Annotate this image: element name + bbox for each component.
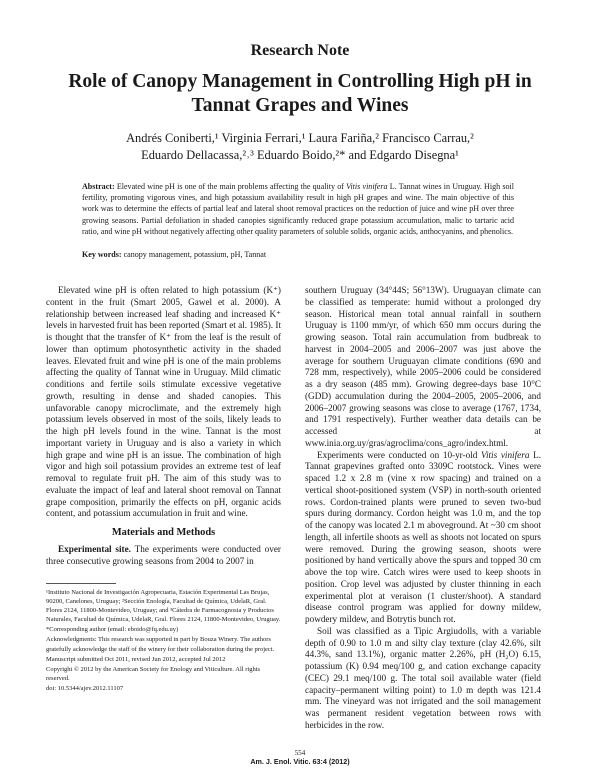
vineyard-species: Vitis vinifera bbox=[481, 449, 530, 460]
page-number: 554 bbox=[294, 749, 306, 757]
abstract-label: Abstract: bbox=[82, 182, 115, 191]
section-heading-methods: Materials and Methods bbox=[111, 527, 216, 538]
vineyard-paragraph bbox=[305, 450, 541, 626]
footnote-divider bbox=[46, 583, 116, 584]
soil-paragraph: Soil was classified as a Tipic Argiudolls, with a variable depth of 0.90 to 1.0 m and silty clay texture (clay 42.6%, silt 44.3%, sand 13.1%), organic matter 2.26%, pH (H₂O) 6.15, potassium (K) 0.94 meq/100 g, and cation exchange capacity (CEC) 29.1 meq/100 g. The total soil available water (field capacity–permanent wilting point) to 1.0 m depth was 121.4 mm. The vineyard was not irrigated and the soil management was permanent resident vegetation between rows with herbicides in the row. bbox=[305, 625, 541, 730]
vineyard-text-b: L. Tannat grapevines grafted onto 3309C rootstock. Vines were spaced 1.2 x 2.8 m (vine x row spacing) and trained on a vertical shoot-positioned system (VSP) in north-south oriented rows. Cordon-trained plants were pruned to seven two-bud spurs during dormancy. Cordon height was 1.0 m, and the top of the canopy was located 2.1 m aboveground. At ~30 cm shoot length, all infertile shoots as well as shoots not located on spurs were removed. During the growing season, shoots were positioned by hand vertically above the spurs and topped 30 cm above the top wire. Catch wires were used to keep shoots in position. Crop level was adjusted by cluster thinning in each experimental plot at veraison (1 cluster/shoot). A standard disease control program was applied for downy mildew, powdery mildew, and Botrytis bunch rot. bbox=[305, 449, 541, 624]
right-column bbox=[305, 285, 541, 732]
left-column bbox=[46, 285, 281, 577]
journal-citation: Am. J. Enol. Vitic. 63:4 (2012) bbox=[250, 757, 350, 766]
keywords-label: Key words: bbox=[82, 250, 122, 259]
keywords bbox=[82, 249, 514, 260]
experimental-site-paragraph bbox=[46, 544, 281, 568]
footnote-acknowledgments: Acknowledgments: This research was supported in part by Bouza Winery. The authors gratefully acknowledge the staff of the winery for their collaboration during the project. bbox=[46, 636, 275, 653]
footnote-copyright: Copyright © 2012 by the American Society for Enology and Viticulture. All rights reserved. bbox=[46, 665, 261, 682]
experimental-site-label: Experimental site. bbox=[58, 543, 131, 554]
experimental-site-text: The experiments were conducted over three consecutive growing seasons from 2004 to 2007 in bbox=[46, 543, 281, 566]
author-list bbox=[60, 130, 540, 164]
author-line-1: Andrés Coniberti,¹ Virginia Ferrari,¹ Laura Fariña,² Francisco Carrau,² bbox=[126, 131, 474, 145]
intro-paragraph: Elevated wine pH is often related to high potassium (K⁺) content in the fruit (Smart 2005, Gawel et al. 2000). A relationship between increased leaf shading and increased K⁺ levels in harvested fruit has been reported (Smart et al. 1985). It is thought that the transfer of K⁺ from the leaf is the result of lower than optimum photosynthetic activity in the shaded leaves. Elevated fruit and wine pH is one of the main problems affecting the quality of Tannat wine in Uruguay. Mild climatic conditions and fertile soils stimulate excessive vegetative growth, resulting in dense and shaded canopies. This unfavorable canopy microclimate, and the extremely high potassium levels observed in most of the soils, likely leads to the high pH levels found in the wine. Tannat is the most important variety in Uruguay and is also a variety in which high grape and wine pH is an issue. The combination of high vigor and high soil potassium provides an extreme test of leaf removal to regulate fruit pH. The aim of this study was to evaluate the impact of leaf and lateral shoot removal on Tannat grape composition, primarily the effects on pH, organic acids content, and potassium accumulation in fruit and wine. bbox=[46, 285, 281, 519]
footnotes bbox=[46, 588, 281, 694]
article-title: Role of Canopy Management in Controlling High pH in Tannat Grapes and Wines bbox=[68, 71, 532, 116]
abstract-species: Vitis vinifera bbox=[346, 182, 388, 191]
footnote-corresponding: *Corresponding author (email: eboido@fq.edu.uy) bbox=[46, 626, 179, 634]
abstract-text-b: L. Tannat wines in Uruguay. High soil fertility, promoting vigorous vines, and high potassium availability result in high pH grapes and wine. The main objective of this work was to determine the effects of partial leaf and lateral shoot removal practices on the reduction of juice and wine pH over three growing seasons. Partial defoliation in shaded canopies significantly reduced grape potassium accumulation, malic to tartaric acid ratio, and wine pH without negatively affecting other quality parameters of soluble solids, organic acids, anthocyanins, and phenolics. bbox=[82, 182, 514, 236]
author-line-2: Eduardo Dellacassa,²˒³ Eduardo Boido,²* and Edgardo Disegna¹ bbox=[141, 148, 459, 162]
keywords-text: canopy management, potassium, pH, Tannat bbox=[121, 250, 267, 259]
abstract bbox=[82, 181, 514, 237]
footnote-manuscript: Manuscript submitted Oct 2011, revised Jun 2012, accepted Jul 2012 bbox=[46, 655, 226, 663]
climate-paragraph: southern Uruguay (34°44S; 56°13W). Uruguayan climate can be classified as temperate: humid without a prolonged dry season. Historical mean total annual rainfall in southern Uruguay is 1100 mm/yr, of which 650 mm occurs during the growing season. Total rain accumulation from budbreak to harvest in 2004–2005 and 2006–2007 was just above the average for southern Uruguayan climate conditions (690 and 728 mm, respectively), while 2005–2006 could be considered as a dry season (485 mm). Growing degree-days base 10°C (GDD) accumulation during the 2004–2005, 2005–2006, and 2006–2007 growing seasons was close to average (1767, 1734, and 1791 respectively). Further weather data details can be accessed at www.inia.org.uy/gras/agroclima/cons_agro/index.html. bbox=[305, 285, 541, 448]
abstract-text-a: Elevated wine pH is one of the main problems affecting the quality of bbox=[114, 182, 347, 191]
footnote-doi: doi: 10.5344/ajev.2012.11107 bbox=[46, 684, 124, 692]
footnote-affiliations: ¹Instituto Nacional de Investigación Agropecuaria, Estación Experimental Las Brujas, 90200, Canelones, Uruguay; ²Sección Enología, Facultad de Química, UdelaR, Gral. Flores 2124, 11800-Montevideo, Uruguay; and ³Cátedra de Farmacognosia y Productos Naturales, Facultad de Química, UdelaR, Gral. Flores 2124, 11800-Montevideo, Uruguay. bbox=[46, 589, 281, 624]
article-type-label: Research Note bbox=[250, 42, 350, 59]
vineyard-text-a: Experiments were conducted on 10-yr-old bbox=[317, 449, 482, 460]
